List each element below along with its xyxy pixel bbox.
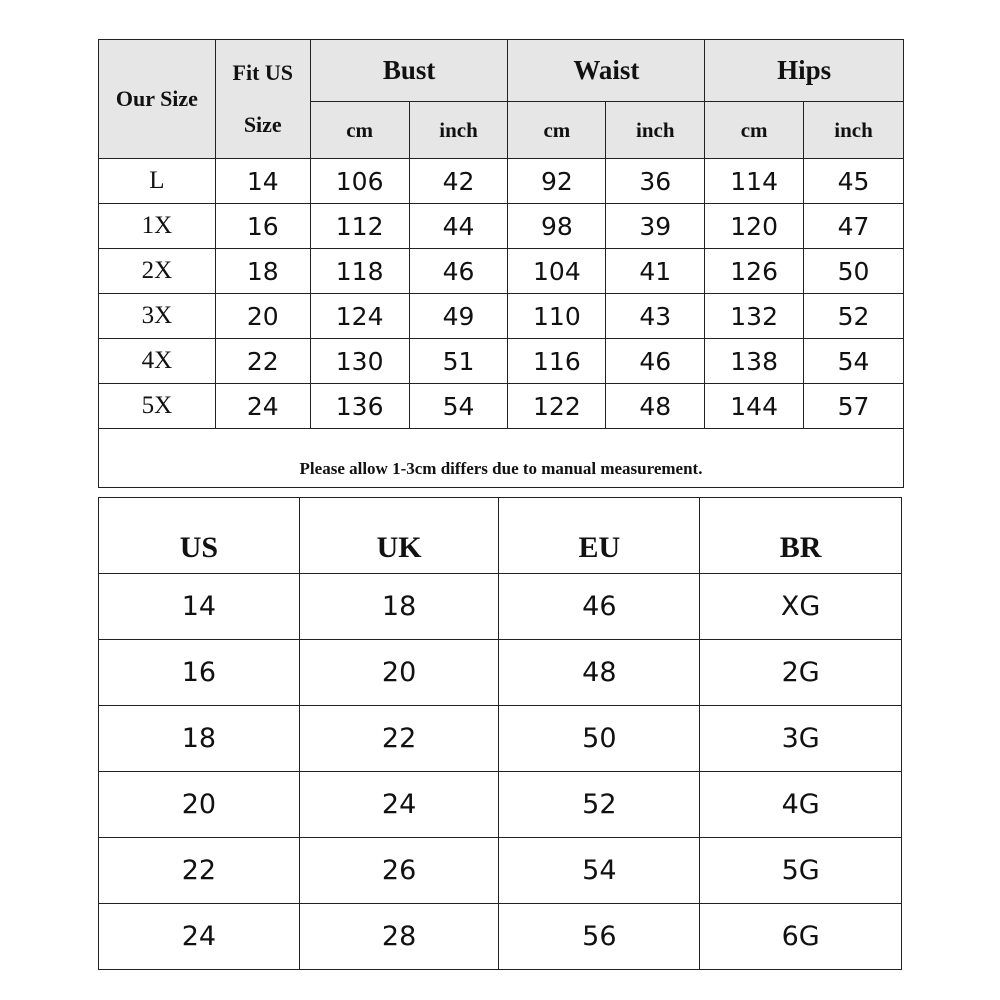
cell-uk: 18 (299, 574, 499, 640)
cell-size: 1X (99, 204, 216, 249)
cell-us: 24 (215, 384, 310, 429)
cell-eu: 46 (499, 574, 700, 640)
cell-hips-in: 47 (804, 204, 904, 249)
cell-bust-cm: 124 (310, 294, 409, 339)
cell-hips-cm: 132 (705, 294, 804, 339)
cell-br: 3G (700, 706, 902, 772)
cell-waist-cm: 98 (508, 204, 606, 249)
cell-eu: 54 (499, 838, 700, 904)
cell-hips-in: 45 (804, 159, 904, 204)
cell-bust-cm: 118 (310, 249, 409, 294)
cell-size: 2X (99, 249, 216, 294)
header-bust-cm: cm (310, 102, 409, 159)
conversion-row (99, 640, 902, 706)
cell-bust-in: 46 (409, 249, 508, 294)
header-br: BR (700, 498, 902, 574)
cell-waist-cm: 122 (508, 384, 606, 429)
header-uk: UK (299, 498, 499, 574)
header-hips-cm: cm (705, 102, 804, 159)
cell-hips-in: 57 (804, 384, 904, 429)
cell-size: L (99, 159, 216, 204)
cell-eu: 50 (499, 706, 700, 772)
cell-eu: 56 (499, 904, 700, 970)
header-waist-inch: inch (606, 102, 705, 159)
conversion-row (99, 706, 902, 772)
header-bust-inch: inch (409, 102, 508, 159)
cell-bust-in: 42 (409, 159, 508, 204)
conversion-row (99, 904, 902, 970)
size-row (99, 339, 904, 384)
cell-us: 18 (215, 249, 310, 294)
cell-us: 20 (215, 294, 310, 339)
cell-size: 3X (99, 294, 216, 339)
conversion-row (99, 772, 902, 838)
cell-waist-in: 43 (606, 294, 705, 339)
cell-bust-in: 51 (409, 339, 508, 384)
header-bust: Bust (310, 40, 508, 102)
cell-hips-in: 52 (804, 294, 904, 339)
cell-eu: 48 (499, 640, 700, 706)
cell-bust-in: 49 (409, 294, 508, 339)
cell-waist-cm: 110 (508, 294, 606, 339)
cell-hips-cm: 114 (705, 159, 804, 204)
cell-waist-in: 39 (606, 204, 705, 249)
conversion-row (99, 574, 902, 640)
cell-uk: 26 (299, 838, 499, 904)
cell-us: 20 (99, 772, 300, 838)
cell-us: 24 (99, 904, 300, 970)
cell-size: 5X (99, 384, 216, 429)
cell-bust-cm: 136 (310, 384, 409, 429)
cell-us: 14 (215, 159, 310, 204)
cell-uk: 22 (299, 706, 499, 772)
conversion-chart-table (98, 497, 902, 970)
cell-uk: 20 (299, 640, 499, 706)
header-us: US (99, 498, 300, 574)
cell-size: 4X (99, 339, 216, 384)
cell-uk: 24 (299, 772, 499, 838)
conversion-header-row (99, 498, 902, 574)
cell-hips-in: 54 (804, 339, 904, 384)
cell-us: 16 (215, 204, 310, 249)
cell-br: 6G (700, 904, 902, 970)
cell-bust-cm: 112 (310, 204, 409, 249)
cell-hips-cm: 120 (705, 204, 804, 249)
header-hips: Hips (705, 40, 904, 102)
cell-waist-in: 41 (606, 249, 705, 294)
cell-waist-in: 48 (606, 384, 705, 429)
cell-bust-in: 54 (409, 384, 508, 429)
cell-br: 2G (700, 640, 902, 706)
header-waist: Waist (508, 40, 705, 102)
size-row (99, 159, 904, 204)
size-row (99, 384, 904, 429)
cell-waist-in: 46 (606, 339, 705, 384)
conversion-row (99, 838, 902, 904)
measurement-note: Please allow 1-3cm differs due to manual measurement. (99, 429, 904, 488)
header-row-1 (99, 40, 904, 102)
size-row (99, 294, 904, 339)
cell-hips-in: 50 (804, 249, 904, 294)
cell-uk: 28 (299, 904, 499, 970)
cell-waist-cm: 104 (508, 249, 606, 294)
header-waist-cm: cm (508, 102, 606, 159)
size-row (99, 204, 904, 249)
cell-eu: 52 (499, 772, 700, 838)
cell-us: 18 (99, 706, 300, 772)
header-eu: EU (499, 498, 700, 574)
cell-waist-in: 36 (606, 159, 705, 204)
cell-br: 5G (700, 838, 902, 904)
cell-hips-cm: 144 (705, 384, 804, 429)
cell-br: XG (700, 574, 902, 640)
note-row (99, 429, 904, 488)
cell-us: 22 (99, 838, 300, 904)
header-fit-us-size: Fit US Size (215, 40, 310, 159)
cell-hips-cm: 126 (705, 249, 804, 294)
cell-us: 22 (215, 339, 310, 384)
cell-us: 14 (99, 574, 300, 640)
cell-bust-cm: 130 (310, 339, 409, 384)
cell-bust-in: 44 (409, 204, 508, 249)
cell-waist-cm: 116 (508, 339, 606, 384)
cell-us: 16 (99, 640, 300, 706)
cell-br: 4G (700, 772, 902, 838)
cell-bust-cm: 106 (310, 159, 409, 204)
size-chart-table (98, 39, 904, 488)
cell-hips-cm: 138 (705, 339, 804, 384)
cell-waist-cm: 92 (508, 159, 606, 204)
header-our-size: Our Size (99, 40, 216, 159)
header-hips-inch: inch (804, 102, 904, 159)
size-row (99, 249, 904, 294)
